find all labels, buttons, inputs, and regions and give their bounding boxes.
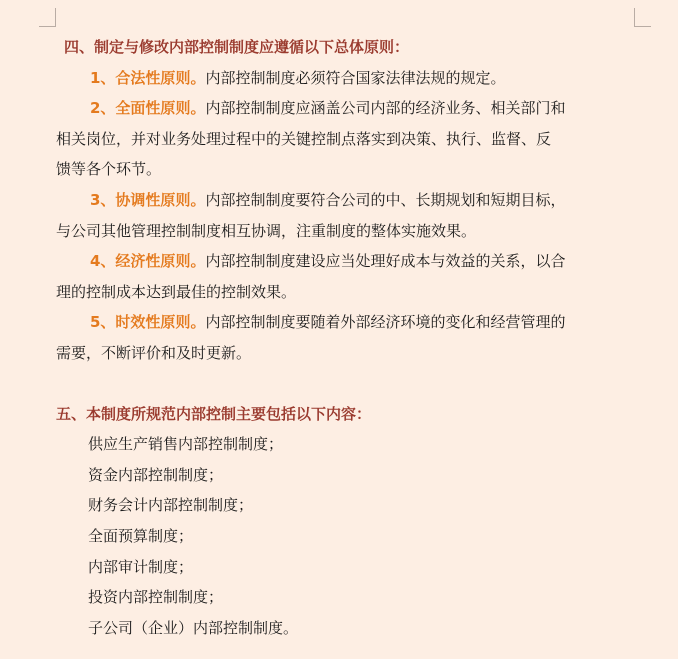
- principle-text: 内部控制制度应涵盖公司内部的经济业务、相关部门和: [205, 99, 566, 118]
- principle-text: 需要，不断评价和及时更新。: [56, 343, 252, 362]
- principle-timeliness: [56, 307, 641, 368]
- list-item: 供应生产销售内部控制制度；: [88, 435, 284, 454]
- document-body: [56, 32, 641, 643]
- principle-text: 内部控制制度要随着外部经济环境的变化和经营管理的: [205, 313, 566, 332]
- principle-legality: [56, 63, 641, 94]
- principle-label: 2、全面性原则。: [90, 99, 206, 118]
- blank-line: [56, 369, 641, 399]
- principle-label: 3、协调性原则。: [90, 190, 206, 209]
- page-corner-mark-top-right: [634, 8, 651, 27]
- list-item: 资金内部控制制度；: [88, 465, 224, 484]
- list-item: 财务会计内部控制制度；: [88, 496, 254, 515]
- list-item: 投资内部控制制度；: [88, 588, 224, 607]
- principle-label: 1、合法性原则。: [90, 68, 206, 87]
- principle-text: 馈等各个环节。: [56, 160, 162, 179]
- principle-coordination: [56, 185, 641, 246]
- principle-text: 相关岗位，并对业务处理过程中的关键控制点落实到决策、执行、监督、反: [56, 129, 552, 148]
- principle-comprehensiveness: [56, 93, 641, 185]
- section-5-heading: 五、本制度所规范内部控制主要包括以下内容：: [56, 404, 372, 423]
- principle-label: 4、经济性原则。: [90, 252, 206, 271]
- list-item: 内部审计制度；: [88, 557, 194, 576]
- principle-text: 与公司其他管理控制制度相互协调，注重制度的整体实施效果。: [56, 221, 477, 240]
- list-item: 全面预算制度；: [88, 526, 194, 545]
- principle-text: 内部控制制度必须符合国家法律法规的规定。: [205, 68, 506, 87]
- page-corner-mark-top-left: [39, 8, 56, 27]
- principle-text: 内部控制制度要符合公司的中、长期规划和短期目标，: [205, 190, 566, 209]
- principle-economy: [56, 246, 641, 307]
- section-4-heading: 四、制定与修改内部控制制度应遵循以下总体原则：: [64, 38, 410, 56]
- list-item: 子公司（企业）内部控制制度。: [88, 618, 299, 637]
- principle-label: 5、时效性原则。: [90, 313, 206, 332]
- principle-text: 内部控制制度建设应当处理好成本与效益的关系，以合: [205, 252, 566, 271]
- principle-text: 理的控制成本达到最佳的控制效果。: [56, 282, 297, 301]
